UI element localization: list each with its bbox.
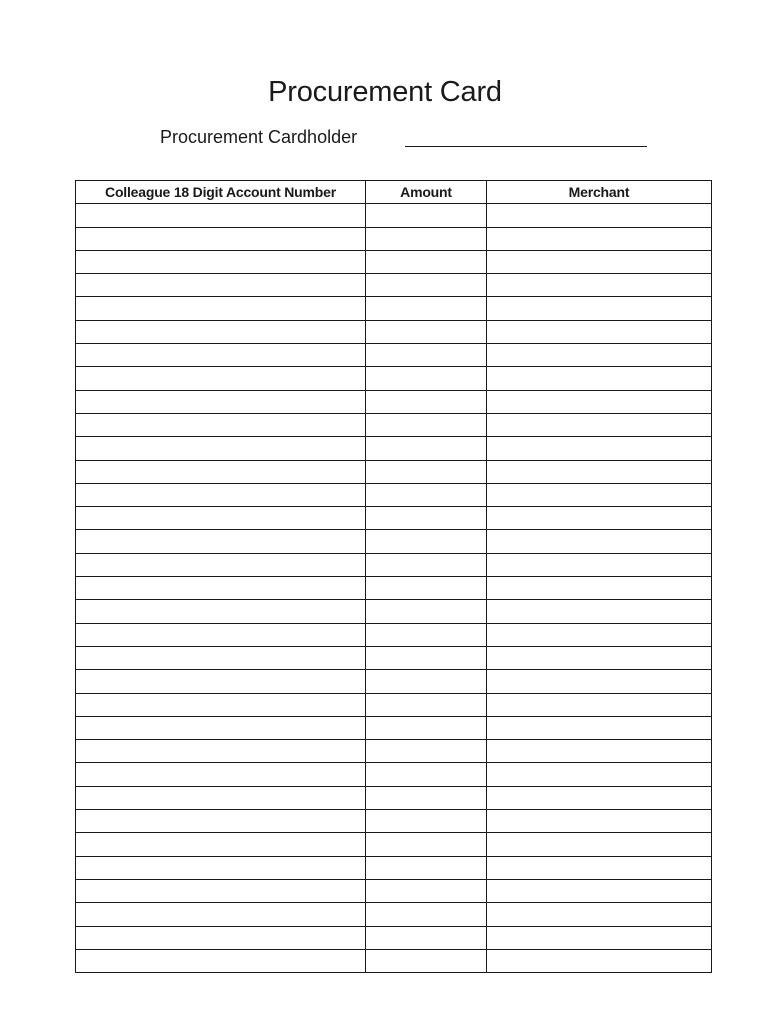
account-number-cell[interactable] <box>76 274 366 297</box>
merchant-cell[interactable] <box>487 553 712 576</box>
table-row <box>76 693 712 716</box>
merchant-cell[interactable] <box>487 646 712 669</box>
amount-cell[interactable] <box>366 344 487 367</box>
merchant-cell[interactable] <box>487 367 712 390</box>
merchant-cell[interactable] <box>487 670 712 693</box>
amount-cell[interactable] <box>366 320 487 343</box>
amount-cell[interactable] <box>366 367 487 390</box>
merchant-cell[interactable] <box>487 879 712 902</box>
account-number-cell[interactable] <box>76 949 366 972</box>
table-row <box>76 274 712 297</box>
amount-cell[interactable] <box>366 577 487 600</box>
account-number-cell[interactable] <box>76 344 366 367</box>
merchant-cell[interactable] <box>487 483 712 506</box>
account-number-cell[interactable] <box>76 320 366 343</box>
table-row <box>76 250 712 273</box>
amount-cell[interactable] <box>366 949 487 972</box>
account-number-cell[interactable] <box>76 507 366 530</box>
account-number-cell[interactable] <box>76 926 366 949</box>
table-row <box>76 483 712 506</box>
table-row <box>76 763 712 786</box>
amount-cell[interactable] <box>366 856 487 879</box>
merchant-cell[interactable] <box>487 204 712 227</box>
amount-cell[interactable] <box>366 507 487 530</box>
table-row <box>76 833 712 856</box>
column-header-merchant: Merchant <box>487 181 712 204</box>
table-row <box>76 856 712 879</box>
cardholder-label: Procurement Cardholder <box>160 127 358 147</box>
amount-cell[interactable] <box>366 903 487 926</box>
account-entry-table <box>75 180 712 973</box>
amount-cell[interactable] <box>366 274 487 297</box>
account-number-cell[interactable] <box>76 646 366 669</box>
table-row <box>76 344 712 367</box>
table-row <box>76 413 712 436</box>
amount-cell[interactable] <box>366 786 487 809</box>
table-row <box>76 320 712 343</box>
merchant-cell[interactable] <box>487 227 712 250</box>
merchant-cell[interactable] <box>487 693 712 716</box>
account-number-cell[interactable] <box>76 460 366 483</box>
account-number-cell[interactable] <box>76 553 366 576</box>
amount-cell[interactable] <box>366 250 487 273</box>
merchant-cell[interactable] <box>487 763 712 786</box>
account-number-cell[interactable] <box>76 623 366 646</box>
merchant-cell[interactable] <box>487 856 712 879</box>
merchant-cell[interactable] <box>487 926 712 949</box>
amount-cell[interactable] <box>366 740 487 763</box>
merchant-cell[interactable] <box>487 740 712 763</box>
column-header-amount: Amount <box>366 181 487 204</box>
account-number-cell[interactable] <box>76 437 366 460</box>
table-row <box>76 949 712 972</box>
amount-cell[interactable] <box>366 413 487 436</box>
merchant-cell[interactable] <box>487 460 712 483</box>
account-number-cell[interactable] <box>76 297 366 320</box>
merchant-cell[interactable] <box>487 250 712 273</box>
merchant-cell[interactable] <box>487 623 712 646</box>
merchant-cell[interactable] <box>487 507 712 530</box>
table-row <box>76 879 712 902</box>
table-header-row <box>76 181 712 204</box>
merchant-cell[interactable] <box>487 903 712 926</box>
table-row <box>76 577 712 600</box>
merchant-cell[interactable] <box>487 274 712 297</box>
account-number-cell[interactable] <box>76 670 366 693</box>
merchant-cell[interactable] <box>487 833 712 856</box>
amount-cell[interactable] <box>366 460 487 483</box>
amount-cell[interactable] <box>366 646 487 669</box>
amount-cell[interactable] <box>366 553 487 576</box>
merchant-cell[interactable] <box>487 320 712 343</box>
table-row <box>76 600 712 623</box>
account-number-cell[interactable] <box>76 810 366 833</box>
merchant-cell[interactable] <box>487 949 712 972</box>
merchant-cell[interactable] <box>487 390 712 413</box>
column-header-account-number: Colleague 18 Digit Account Number <box>76 181 366 204</box>
table-row <box>76 204 712 227</box>
table-body <box>76 204 712 973</box>
table-row <box>76 227 712 250</box>
table-row <box>76 507 712 530</box>
merchant-cell[interactable] <box>487 437 712 460</box>
account-number-cell[interactable] <box>76 530 366 553</box>
table-row <box>76 530 712 553</box>
account-number-cell[interactable] <box>76 390 366 413</box>
account-number-cell[interactable] <box>76 740 366 763</box>
account-number-cell[interactable] <box>76 204 366 227</box>
account-number-cell[interactable] <box>76 903 366 926</box>
merchant-cell[interactable] <box>487 297 712 320</box>
merchant-cell[interactable] <box>487 786 712 809</box>
table-row <box>76 367 712 390</box>
amount-cell[interactable] <box>366 600 487 623</box>
page-title: Procurement Card <box>268 76 502 109</box>
table-row <box>76 926 712 949</box>
amount-cell[interactable] <box>366 227 487 250</box>
account-number-cell[interactable] <box>76 413 366 436</box>
amount-cell[interactable] <box>366 693 487 716</box>
amount-cell[interactable] <box>366 390 487 413</box>
merchant-cell[interactable] <box>487 530 712 553</box>
amount-cell[interactable] <box>366 926 487 949</box>
amount-cell[interactable] <box>366 483 487 506</box>
table-row <box>76 553 712 576</box>
table-row <box>76 903 712 926</box>
account-number-cell[interactable] <box>76 716 366 739</box>
amount-cell[interactable] <box>366 879 487 902</box>
account-number-cell[interactable] <box>76 483 366 506</box>
table-row <box>76 786 712 809</box>
account-number-cell[interactable] <box>76 856 366 879</box>
account-number-cell[interactable] <box>76 227 366 250</box>
amount-cell[interactable] <box>366 716 487 739</box>
account-number-cell[interactable] <box>76 693 366 716</box>
table-row <box>76 716 712 739</box>
amount-cell[interactable] <box>366 670 487 693</box>
account-number-cell[interactable] <box>76 786 366 809</box>
account-number-cell[interactable] <box>76 577 366 600</box>
amount-cell[interactable] <box>366 204 487 227</box>
amount-cell[interactable] <box>366 833 487 856</box>
cardholder-signature-line[interactable] <box>405 146 647 147</box>
account-number-cell[interactable] <box>76 250 366 273</box>
account-number-cell[interactable] <box>76 367 366 390</box>
table-row <box>76 810 712 833</box>
amount-cell[interactable] <box>366 810 487 833</box>
amount-cell[interactable] <box>366 623 487 646</box>
amount-cell[interactable] <box>366 437 487 460</box>
table-row <box>76 460 712 483</box>
merchant-cell[interactable] <box>487 600 712 623</box>
amount-cell[interactable] <box>366 530 487 553</box>
account-number-cell[interactable] <box>76 833 366 856</box>
table-row <box>76 297 712 320</box>
merchant-cell[interactable] <box>487 413 712 436</box>
table-row <box>76 670 712 693</box>
account-number-cell[interactable] <box>76 763 366 786</box>
merchant-cell[interactable] <box>487 716 712 739</box>
amount-cell[interactable] <box>366 763 487 786</box>
amount-cell[interactable] <box>366 297 487 320</box>
table-row <box>76 390 712 413</box>
merchant-cell[interactable] <box>487 577 712 600</box>
table-row <box>76 623 712 646</box>
table-row <box>76 646 712 669</box>
table-row <box>76 740 712 763</box>
merchant-cell[interactable] <box>487 810 712 833</box>
account-number-cell[interactable] <box>76 879 366 902</box>
merchant-cell[interactable] <box>487 344 712 367</box>
table-row <box>76 437 712 460</box>
account-number-cell[interactable] <box>76 600 366 623</box>
